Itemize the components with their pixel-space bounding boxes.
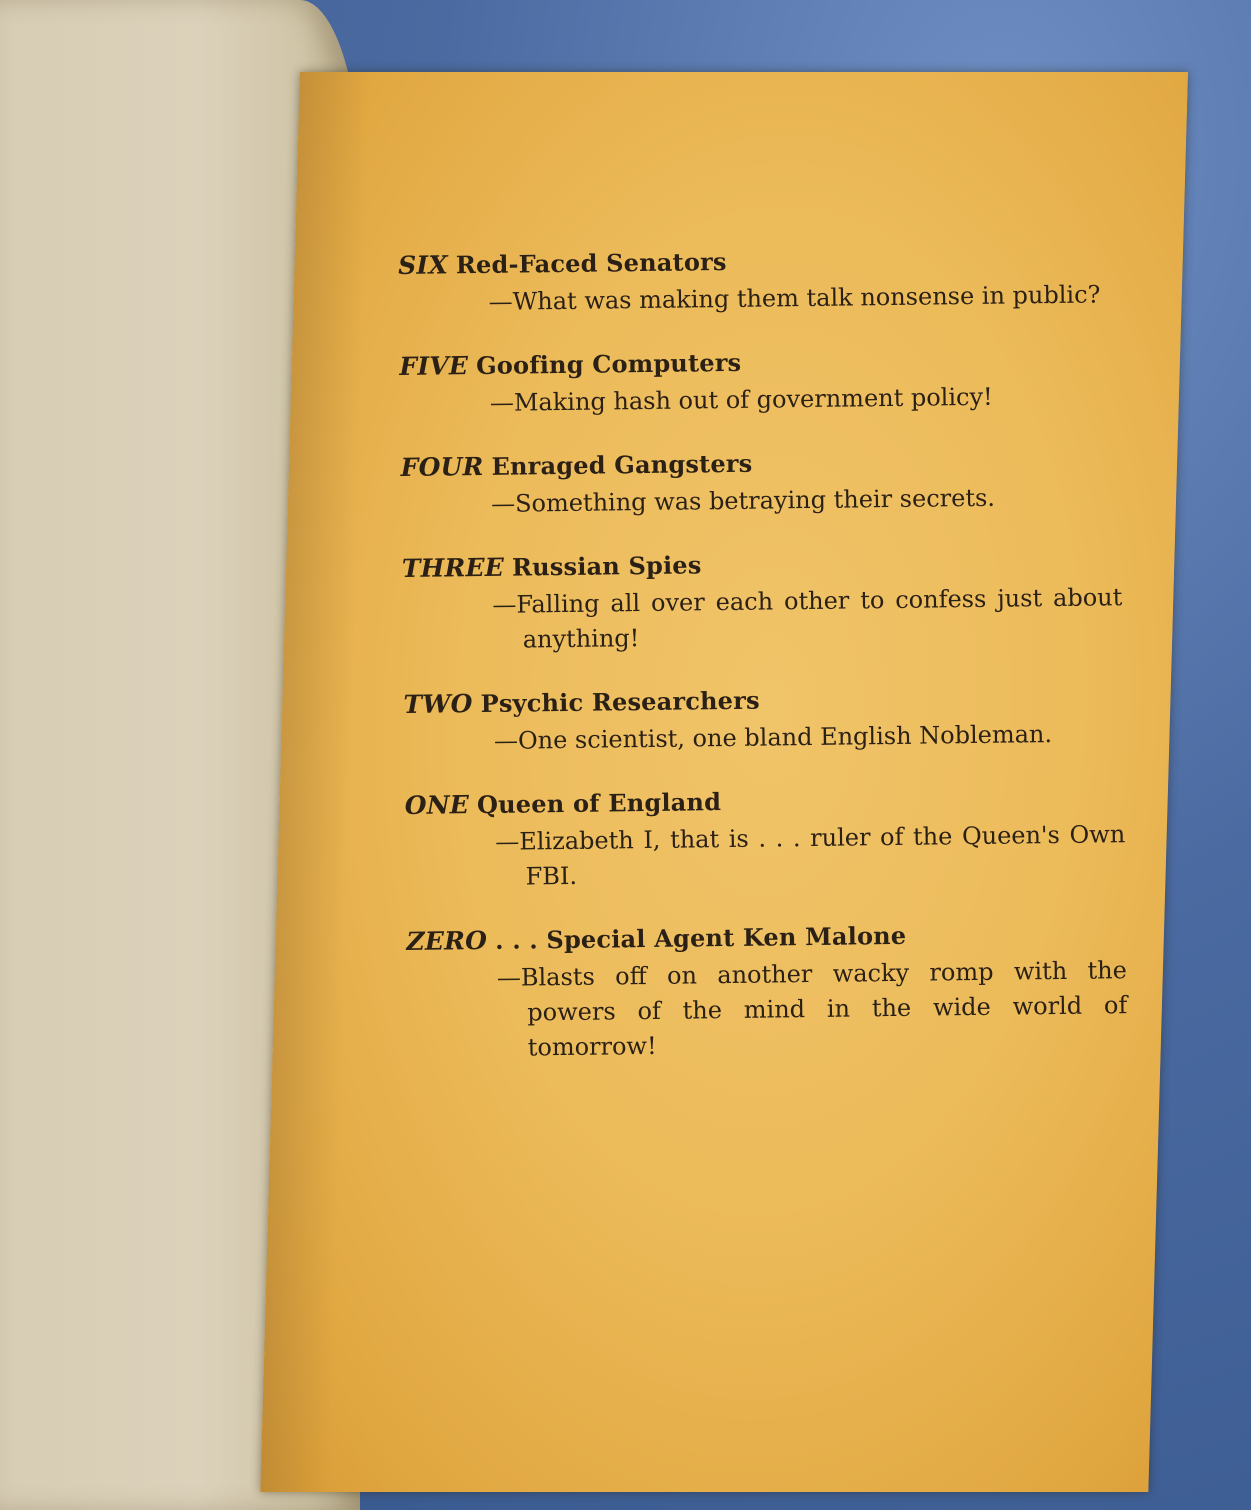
entry-heading — [403, 680, 1123, 721]
entry-number: ZERO — [406, 925, 488, 956]
entry-number: TWO — [403, 689, 473, 719]
entry-description: —What was making them talk nonsense in public? — [488, 280, 1101, 316]
entry-title: Goofing Computers — [475, 347, 742, 381]
entry-six — [398, 241, 1119, 321]
entry-zero — [406, 917, 1128, 1067]
entry-number: SIX — [398, 250, 449, 280]
entry-heading — [400, 443, 1120, 484]
entry-three — [402, 544, 1123, 659]
entry-title: Red-Faced Senators — [455, 246, 727, 280]
entry-number: FOUR — [400, 451, 484, 482]
entry-title: Psychic Researchers — [480, 685, 760, 719]
entry-description: —Blasts off on another wacky romp with the powers of the mind in the wide world of tomorrow! — [496, 956, 1128, 1062]
entry-title: Enraged Gangsters — [491, 448, 753, 481]
entry-title: . . . Special Agent Ken Malone — [494, 920, 907, 955]
entry-two — [403, 680, 1124, 760]
entry-title: Russian Spies — [511, 550, 702, 582]
entry-one — [405, 781, 1126, 896]
entry-number: ONE — [404, 790, 470, 820]
entry-number: FIVE — [399, 351, 469, 381]
entry-heading — [399, 342, 1119, 383]
entry-description: —Falling all over each other to confess just about anything! — [492, 583, 1123, 654]
entry-description: —Making hash out of government policy! — [489, 382, 993, 417]
entry-heading — [402, 544, 1122, 585]
entry-description: —Something was betraying their secrets. — [490, 483, 996, 518]
entry-description: —One scientist, one bland English Nobleman. — [493, 720, 1053, 755]
entry-five — [399, 342, 1120, 422]
entry-description: —Elizabeth I, that is . . . ruler of the Queen's Own FBI. — [495, 820, 1126, 891]
entry-heading — [406, 917, 1126, 958]
entry-number: THREE — [401, 552, 505, 583]
entry-four — [400, 443, 1121, 523]
entry-title: Queen of England — [476, 787, 722, 820]
page-text — [398, 241, 1128, 1097]
entry-heading — [405, 781, 1125, 822]
